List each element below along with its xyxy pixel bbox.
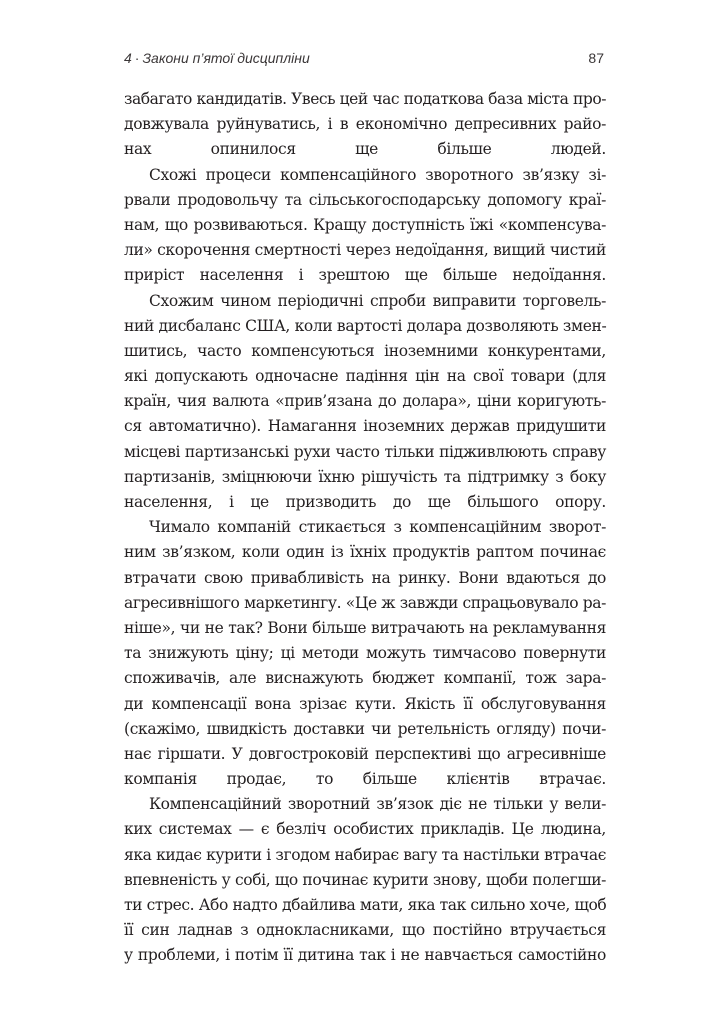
text-line: ти стрес. Або надто дбайлива мати, яка так сильно хоче, щоб	[124, 896, 607, 914]
text-line: ких системах — є безліч особистих прикладів. Це людина,	[124, 820, 606, 839]
text-line: приріст населення і зрештою ще більше недоїдання.	[124, 266, 606, 285]
text-line: Чимало компаній стикається з компенсаційним зворот-	[149, 518, 606, 537]
text-line: ли» скорочення смертності через недоїдання, вищий чистий	[124, 241, 606, 260]
running-head-chapter	[124, 50, 310, 66]
text-line: її син ладнав з однокласниками, що постійно втручається	[124, 921, 606, 940]
running-head	[124, 50, 604, 74]
text-line: споживачів, але виснажують бюджет компанії, тож зара-	[124, 669, 606, 688]
text-line: Компенсаційний зворотний зв’язок діє не тільки у вели-	[149, 795, 606, 814]
text-line: населення, і це призводить до ще більшого опору.	[124, 493, 606, 511]
text-line: ний дисбаланс США, коли вартості долара дозволяють змен-	[124, 316, 607, 335]
text-line: впевненість у собі, що починає курити знову, щоби полегши-	[124, 870, 606, 889]
body-text	[124, 87, 606, 969]
text-line: довжувала руйнуватись, і в економічно депресивних райо-	[124, 115, 606, 134]
text-line: агресивнішого маркетингу. «Це ж завжди спрацьовувало ра-	[124, 593, 606, 612]
text-line: нах опинилося ще більше людей.	[124, 140, 606, 159]
text-line: нає гіршати. У довгостроковій перспективі що агресивніше	[124, 744, 606, 763]
text-line: забагато кандидатів. Увесь цей час податкова база міста про-	[124, 90, 606, 108]
text-line: втрачати свою привабливість на ринку. Вони вдаються до	[124, 568, 606, 587]
text-line: Схожим чином періодичні спроби виправити торговель-	[149, 291, 606, 310]
text-line: шитись, часто компенсуються іноземними конкурентами,	[124, 341, 606, 360]
text-line: місцеві партизанські рухи часто тільки підживлюють справу	[124, 442, 606, 461]
text-line: країн, чия валюта «прив’язана до долара», ціни коригують-	[124, 392, 606, 411]
text-line: нам, що розвиваються. Кращу доступність їжі «компенсува-	[124, 215, 606, 234]
text-line: які допускають одночасне падіння цін на свої товари (для	[124, 367, 606, 386]
text-line: у проблеми, і потім її дитина так і не навчається самостійно	[124, 946, 606, 965]
chapter-number: 4	[124, 50, 132, 66]
text-line: ніше», чи не так? Вони більше витрачають на рекламування	[124, 618, 606, 637]
chapter-title: Закони п’ятої дисципліни	[142, 50, 310, 66]
text-line: яка кидає курити і згодом набирає вагу та настільки втрачає	[124, 845, 606, 864]
text-line: ним зв’язком, коли один із їхніх продуктів раптом починає	[124, 543, 606, 562]
page-number: 87	[588, 50, 604, 66]
text-line: партизанів, зміцнюючи їхню рішучість та підтримку з боку	[124, 467, 606, 486]
text-line: рвали продовольчу та сільськогосподарську допомогу краї-	[124, 190, 606, 209]
text-line: ди компенсації вона зрізає кути. Якість її обслуговування	[124, 694, 606, 713]
text-line: (скажімо, швидкість доставки чи ретельність огляду) почи-	[124, 719, 606, 738]
header-separator: ·	[134, 50, 140, 66]
text-line: Схожі процеси компенсаційного зворотного зв’язку зі-	[149, 165, 606, 184]
text-line: компанія продає, то більше клієнтів втрачає.	[124, 770, 606, 789]
text-line: та знижують ціну; ці методи можуть тимчасово повернути	[124, 644, 606, 663]
text-line: ся автоматично). Намагання іноземних держав придушити	[124, 417, 606, 436]
